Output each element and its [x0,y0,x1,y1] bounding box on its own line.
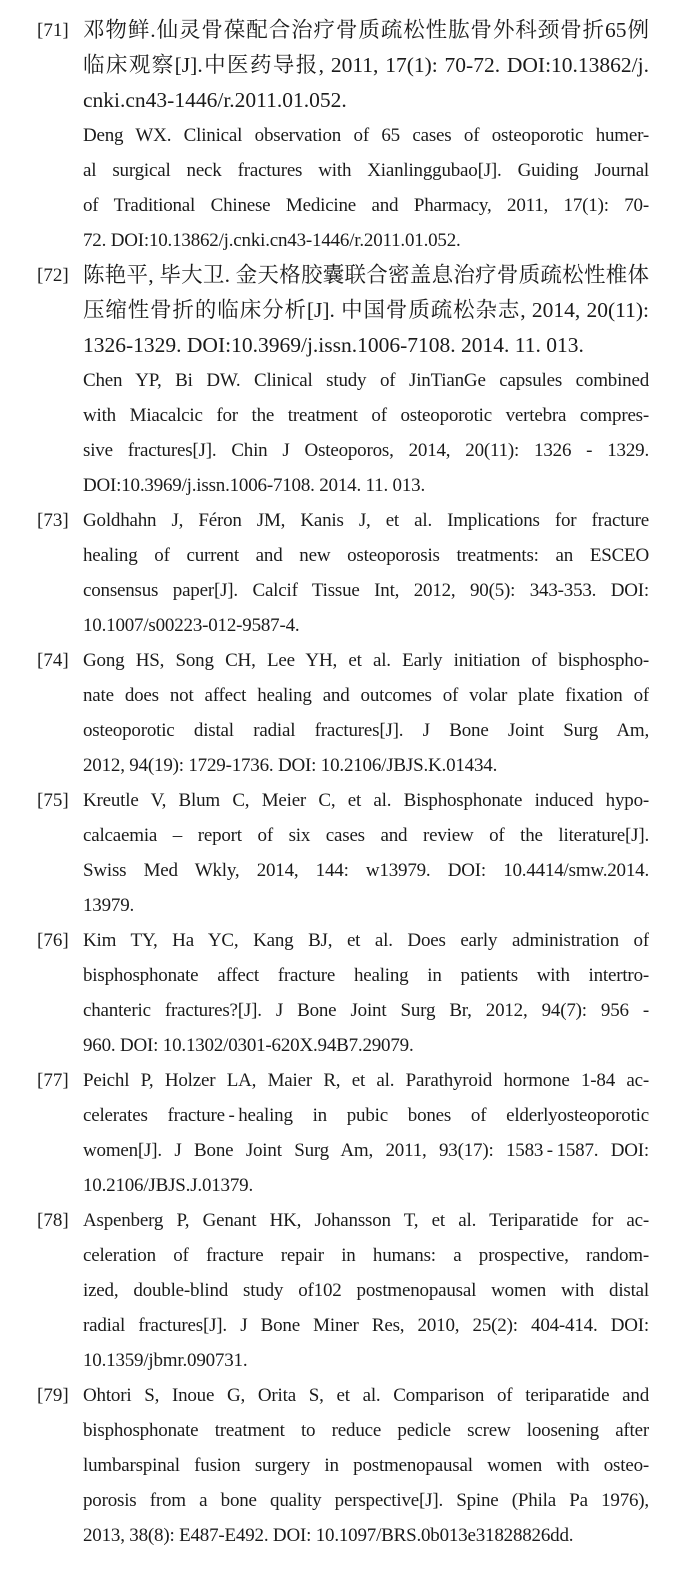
reference-line: porosis from a bone quality perspective[J]. Spine (Phila Pa 1976), [83,1490,649,1511]
reference-line: 2012, 94(19): 1729-1736. DOI: 10.2106/JBJS.K.01434. [83,755,498,776]
reference-line: 10.2106/JBJS.J.01379. [83,1175,254,1196]
reference-line: Kreutle V, Blum C, Meier C, et al. Bisphosphonate induced hypo- [83,790,649,811]
reference-line: Aspenberg P, Genant HK, Johansson T, et al. Teriparatide for ac- [83,1210,649,1231]
reference-number: [73] [37,510,69,531]
reference-line: 10.1007/s00223-012-9587-4. [83,615,300,636]
reference-line: Goldhahn J, Féron JM, Kanis J, et al. Implications for fracture [83,510,649,531]
reference-citation-en [83,363,649,503]
reference-line: Gong HS, Song CH, Lee YH, et al. Early initiation of bisphospho- [83,650,649,671]
reference-item [37,503,649,643]
reference-number: [75] [37,790,69,811]
reference-line: celerates fracture - healing in pubic bones of elderlyosteoporotic [83,1105,649,1126]
reference-citation-en [83,503,649,643]
reference-line: 临床观察[J].中医药导报, 2011, 17(1): 70-72. DOI:10.13862/j. [83,53,649,77]
reference-line: consensus paper[J]. Calcif Tissue Int, 2012, 90(5): 343-353. DOI: [83,580,649,601]
reference-line: 13979. [83,895,135,916]
references-page [37,13,649,1553]
reference-number: [79] [37,1385,69,1406]
reference-item [37,643,649,783]
reference-line: 10.1359/jbmr.090731. [83,1350,248,1371]
reference-citation-en [83,923,649,1063]
reference-line: nate does not affect healing and outcomes of volar plate fixation of [83,685,649,706]
reference-line: chanteric fractures?[J]. J Bone Joint Surg Br, 2012, 94(7): 956 - [83,1000,649,1021]
reference-line: radial fractures[J]. J Bone Miner Res, 2010, 25(2): 404-414. DOI: [83,1315,649,1336]
reference-line: lumbarspinal fusion surgery in postmenopausal women with osteo- [83,1455,649,1476]
reference-line: of Traditional Chinese Medicine and Pharmacy, 2011, 17(1): 70- [83,195,649,216]
reference-number: [71] [37,20,69,41]
reference-citation-en [83,783,649,923]
reference-line: bisphosphonate treatment to reduce pedicle screw loosening after [83,1420,649,1441]
reference-item [37,1378,649,1553]
reference-line: bisphosphonate affect fracture healing in patients with intertro- [83,965,649,986]
reference-item [37,923,649,1063]
reference-item [37,258,649,503]
reference-number: [77] [37,1070,69,1091]
reference-line: osteoporotic distal radial fractures[J]. J Bone Joint Surg Am, [83,720,649,741]
reference-citation-en [83,1378,649,1553]
reference-line: 2013, 38(8): E487-E492. DOI: 10.1097/BRS.0b013e31828826dd. [83,1525,574,1546]
reference-line: ized, double-blind study of102 postmenopausal women with distal [83,1280,649,1301]
reference-line: Kim TY, Ha YC, Kang BJ, et al. Does early administration of [83,930,649,951]
reference-line: women[J]. J Bone Joint Surg Am, 2011, 93(17): 1583 - 1587. DOI: [83,1140,649,1161]
reference-number: [78] [37,1210,69,1231]
reference-citation-en [83,643,649,783]
reference-line: Deng WX. Clinical observation of 65 cases of osteoporotic humer- [83,125,649,146]
reference-line: 1326-1329. DOI:10.3969/j.issn.1006-7108. 2014. 11. 013. [83,333,584,357]
reference-citation-en [83,118,649,258]
reference-line: healing of current and new osteoporosis treatments: an ESCEO [83,545,649,566]
reference-number: [76] [37,930,69,951]
reference-citation-en [83,1203,649,1378]
reference-citation-zh [83,13,649,118]
reference-line: 压缩性骨折的临床分析[J]. 中国骨质疏松杂志, 2014, 20(11): [83,298,649,322]
reference-item [37,1063,649,1203]
reference-line: sive fractures[J]. Chin J Osteoporos, 2014, 20(11): 1326 - 1329. [83,440,649,461]
reference-citation-en [83,1063,649,1203]
reference-item [37,783,649,923]
reference-item [37,1203,649,1378]
reference-line: Ohtori S, Inoue G, Orita S, et al. Comparison of teriparatide and [83,1385,649,1406]
reference-line: celeration of fracture repair in humans: a prospective, random- [83,1245,649,1266]
reference-line: 960. DOI: 10.1302/0301-620X.94B7.29079. [83,1035,414,1056]
reference-line: 邓物鲜.仙灵骨葆配合治疗骨质疏松性肱骨外科颈骨折65例 [83,18,649,42]
reference-number: [74] [37,650,69,671]
reference-line: 陈艳平, 毕大卫. 金天格胶囊联合密盖息治疗骨质疏松性椎体 [83,263,649,287]
reference-line: Peichl P, Holzer LA, Maier R, et al. Parathyroid hormone 1-84 ac- [83,1070,649,1091]
reference-item [37,13,649,258]
reference-line: cnki.cn43-1446/r.2011.01.052. [83,88,347,112]
reference-number: [72] [37,265,69,286]
reference-line: 72. DOI:10.13862/j.cnki.cn43-1446/r.2011.01.052. [83,230,461,251]
reference-line: calcaemia – report of six cases and review of the literature[J]. [83,825,649,846]
reference-line: al surgical neck fractures with Xianlinggubao[J]. Guiding Journal [83,160,649,181]
reference-line: Swiss Med Wkly, 2014, 144: w13979. DOI: 10.4414/smw.2014. [83,860,649,881]
reference-citation-zh [83,258,649,363]
reference-line: with Miacalcic for the treatment of osteoporotic vertebra compres- [83,405,649,426]
reference-line: Chen YP, Bi DW. Clinical study of JinTianGe capsules combined [83,370,649,391]
reference-line: DOI:10.3969/j.issn.1006-7108. 2014. 11. 013. [83,475,425,496]
